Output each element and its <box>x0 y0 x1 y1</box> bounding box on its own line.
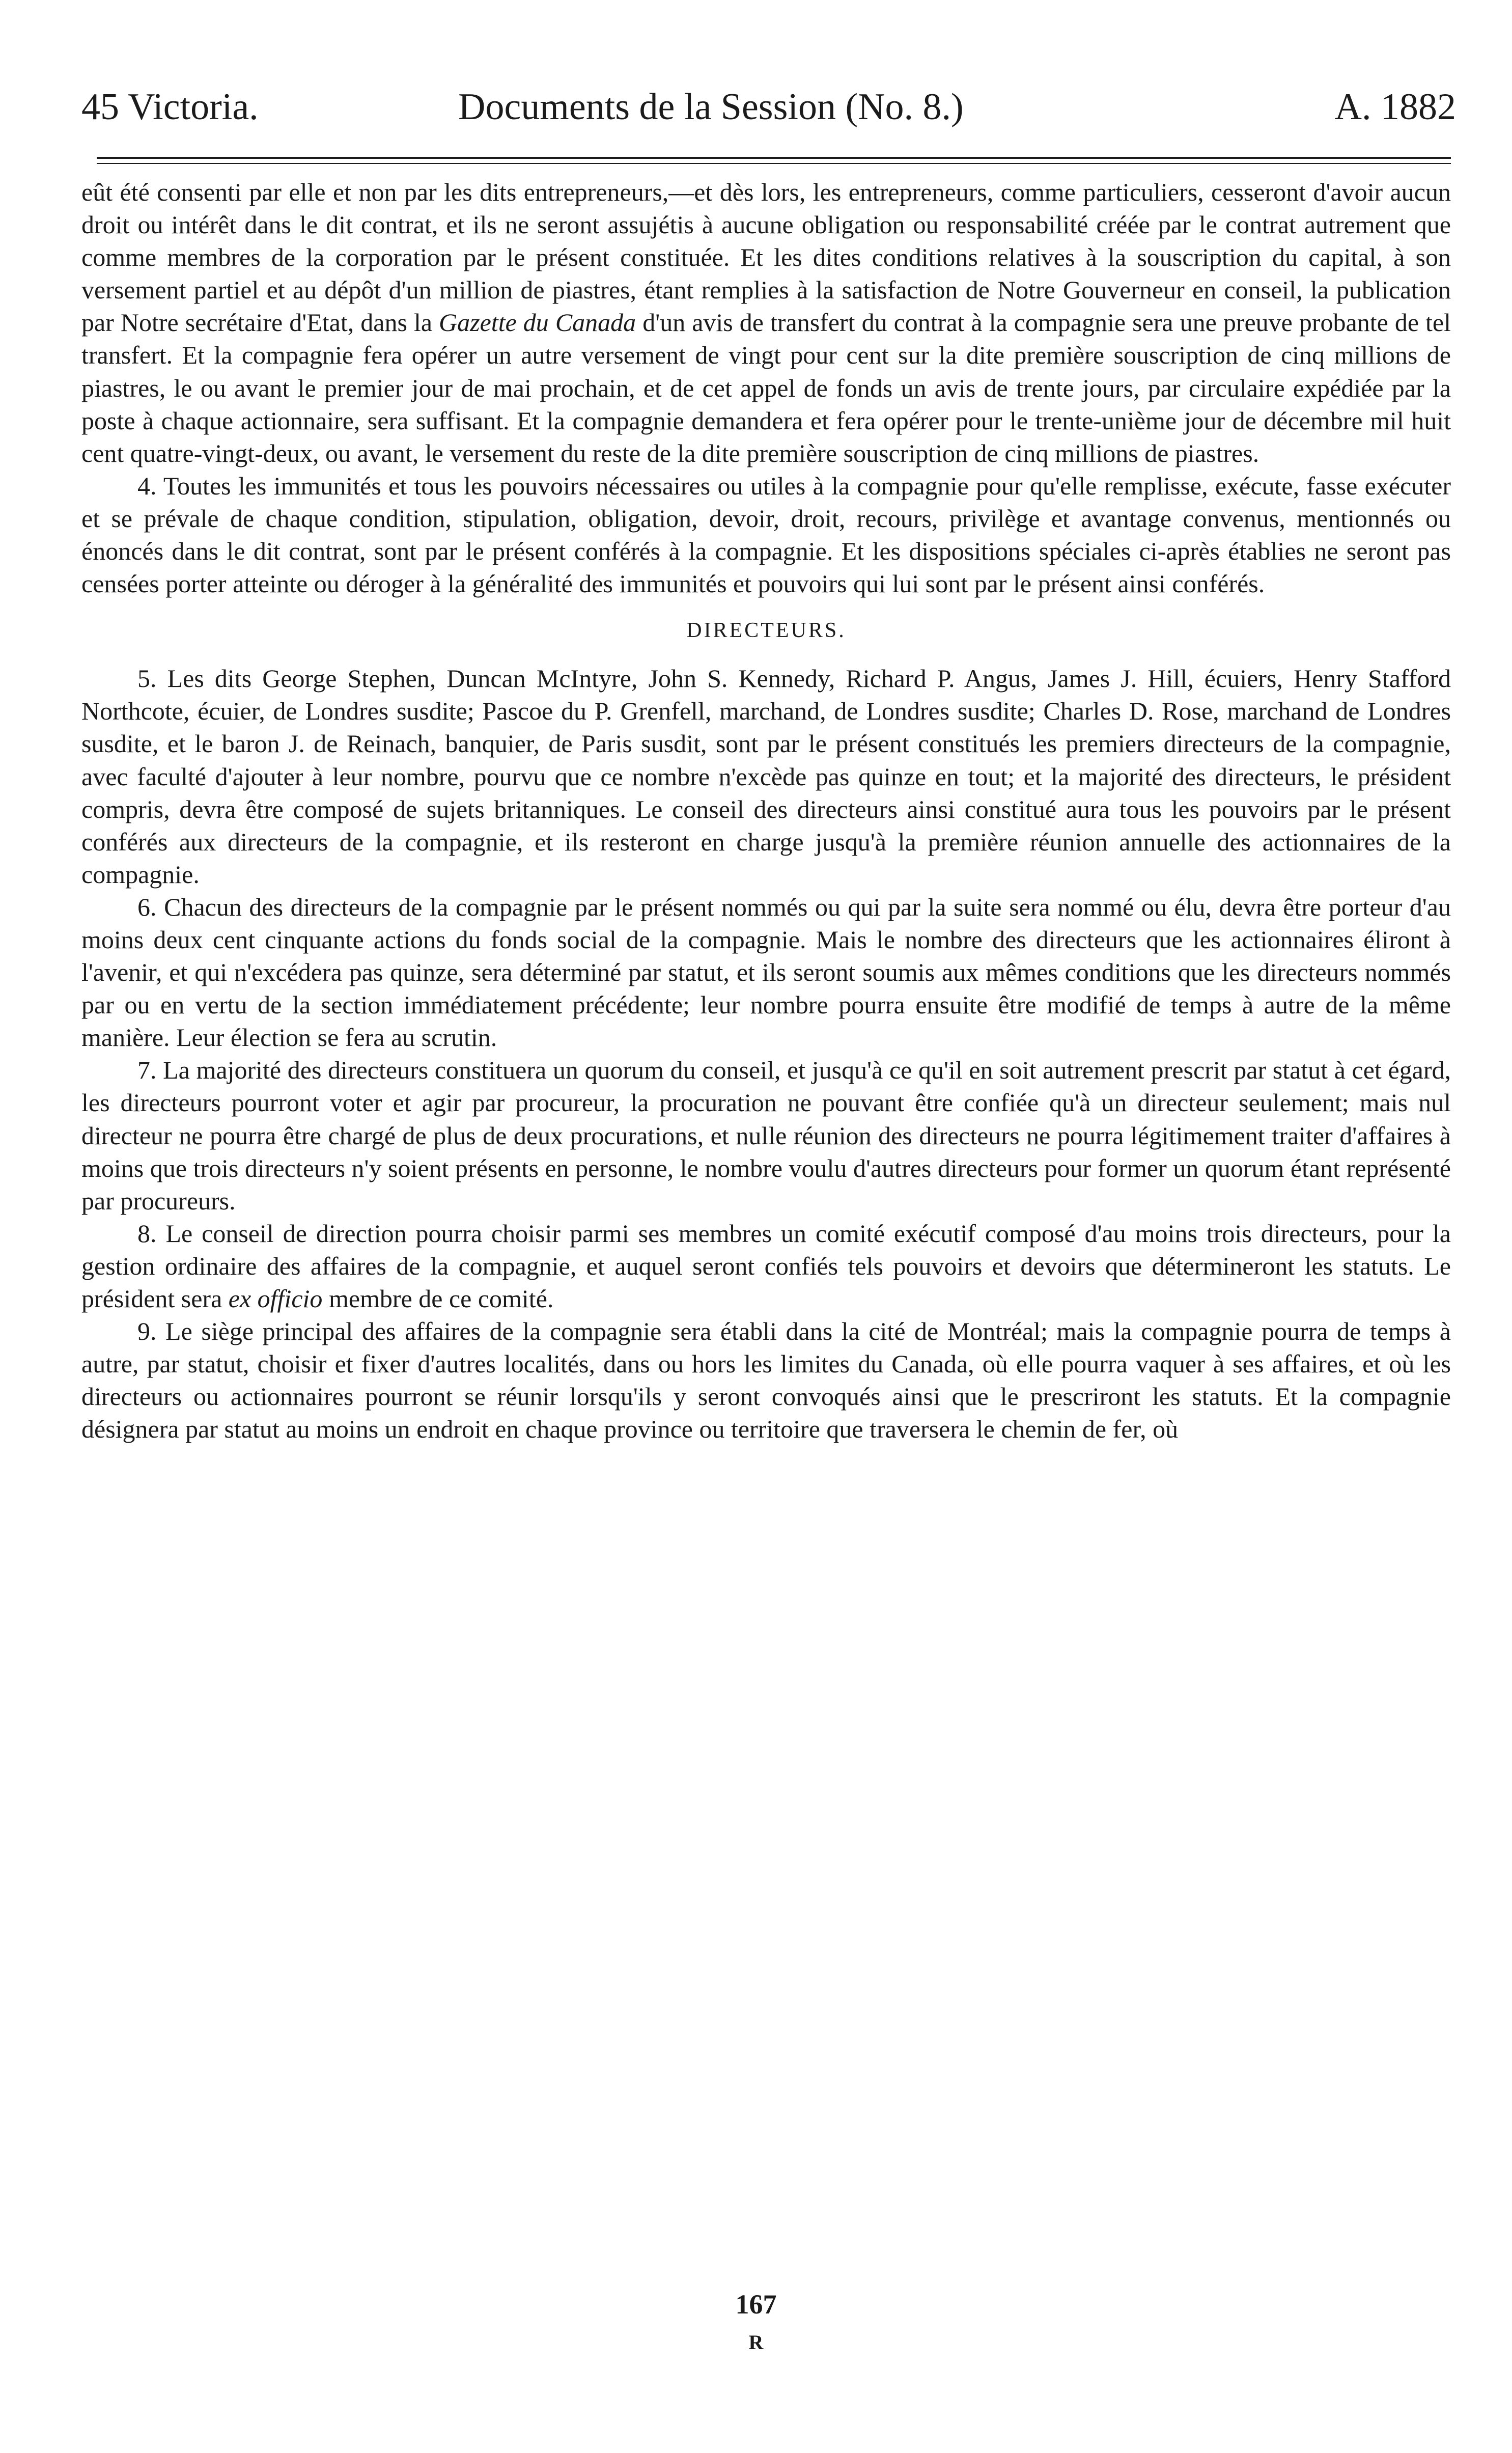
paragraph-section-8-rest: membre de ce comité. <box>322 1284 554 1313</box>
paragraph-section-8-text: 8. Le conseil de direction pourra choisir parmi ses membres un comité exécutif composé d'au moins trois directeurs, pour la gestion ordinaire des affaires de la compagnie, et auquel seront confiés tels pouvoirs et devoirs que détermineront les statuts. Le président sera <box>81 1219 1451 1313</box>
header-document-title: Documents de la Session (No. 8.) <box>458 86 964 128</box>
paragraph-continuation-text: eût été consenti par elle et non par les dits entrepreneurs,—et dès lors, les entrepreneurs, comme particuliers, cesseront d'avoir aucun droit ou intérêt dans le dit contrat, et ils ne seront assujétis à aucune obligation ou responsabilité créée par le contrat autrement que comme membres de la corporation par le présent constituée. Et les dites conditions relatives à la souscription du capital, à son versement partiel et au dépôt d'un million de piastres, étant remplies à la satisfaction de Notre Gouverneur en conseil, la publication par Notre secrétaire d'Etat, dans la <box>81 178 1451 337</box>
paragraph-section-8 <box>81 1217 1451 1315</box>
section-heading-directeurs: DIRECTEURS. <box>686 619 846 643</box>
paragraph-section-7: 7. La majorité des directeurs constituera un quorum du conseil, et jusqu'à ce qu'il en soit autrement prescrit par statut à cet égard, les directeurs pourront voter et agir par procureur, la procuration ne pouvant être confiée qu'à un directeur seulement; mais nul directeur ne pourra être chargé de plus de deux procurations, et nulle réunion des directeurs ne pourra légitimement traiter d'affaires à moins que trois directeurs n'y soient présents en personne, le nombre voulu d'autres directeurs pour former un quorum étant représenté par procureurs. <box>81 1056 1451 1215</box>
ex-officio-term: ex officio <box>228 1284 323 1313</box>
header-rule-thin <box>97 163 1451 164</box>
running-header <box>81 81 1456 132</box>
paragraph-continuation-rest: d'un avis de transfert du contrat à la compagnie sera une preuve probante de tel transfert. Et la compagnie fera opérer un autre versement de vingt pour cent sur la dite première souscription de cinq millions de piastres, le ou avant le premier jour de mai prochain, et de cet appel de fonds un avis de trente jours, par circulaire expédiée par la poste à chaque actionnaire, sera suffisant. Et la compagnie demandera et fera opérer pour le trente-unième jour de décembre mil huit cent quatre-vingt-deux, ou avant, le versement du reste de la dite première souscription de cinq millions de piastres. <box>81 308 1451 467</box>
paragraph-continuation <box>81 176 1451 470</box>
header-year: A. 1882 <box>1334 86 1456 128</box>
gazette-title: Gazette du Canada <box>439 308 636 337</box>
body-text <box>81 176 1451 1445</box>
paragraph-section-4: 4. Toutes les immunités et tous les pouvoirs nécessaires ou utiles à la compagnie pour qu'elle remplisse, exécute, fasse exécuter et se prévale de chaque condition, stipulation, obligation, devoir, droit, recours, privilège et avantage convenus, mentionnés ou énoncés dans le dit contrat, sont par le présent conférés à la compagnie. Et les dispositions spéciales ci-après établies ne seront pas censées porter atteinte ou déroger à la généralité des immunités et pouvoirs qui lui sont par le présent ainsi conférés. <box>81 471 1451 598</box>
page-number: 167 <box>735 2289 777 2320</box>
signature-mark: R <box>748 2331 764 2354</box>
paragraph-section-9: 9. Le siège principal des affaires de la compagnie sera établi dans la cité de Montréal; mais la compagnie pourra de temps à autre, par statut, choisir et fixer d'autres localités, dans ou hors les limites du Canada, où elle pourra vaquer à ses affaires, et où les directeurs ou actionnaires pourront se réunir lorsqu'ils y seront convoqués ainsi que le prescriront les statuts. Et la compagnie désignera par statut au moins un endroit en chaque province ou territoire que traversera le chemin de fer, où <box>81 1317 1451 1444</box>
paragraph-section-5: 5. Les dits George Stephen, Duncan McIntyre, John S. Kennedy, Richard P. Angus, James J. Hill, écuiers, Henry Stafford Northcote, écuier, de Londres susdite; Pascoe du P. Grenfell, marchand, de Londres susdite; Charles D. Rose, marchand de Londres susdite, et le baron J. de Reinach, banquier, de Paris susdit, sont par le présent constitués les premiers directeurs de la compagnie, avec faculté d'ajouter à leur nombre, pourvu que ce nombre n'excède pas quinze en tout; et la majorité des directeurs, le président compris, devra être composé de sujets britanniques. Le conseil des directeurs ainsi constitué aura tous les pouvoirs par le présent conférés aux directeurs de la compagnie, et ils resteront en charge jusqu'à la première réunion annuelle des actionnaires de la compagnie. <box>81 664 1451 889</box>
header-rule-thick <box>97 157 1451 159</box>
header-regnal-year: 45 Victoria. <box>81 86 259 128</box>
paragraph-section-6: 6. Chacun des directeurs de la compagnie par le présent nommés ou qui par la suite sera nommé ou élu, devra être porteur d'au moins deux cent cinquante actions du fonds social de la compagnie. Mais le nombre des directeurs que les actionnaires éliront à l'avenir, et qui n'excédera pas quinze, sera déterminé par statut, et ils seront soumis aux mêmes conditions que les directeurs nommés par ou en vertu de la section immédiatement précédente; leur nombre pourra ensuite être modifié de temps à autre de la même manière. Leur élection se fera au scrutin. <box>81 892 1451 1052</box>
